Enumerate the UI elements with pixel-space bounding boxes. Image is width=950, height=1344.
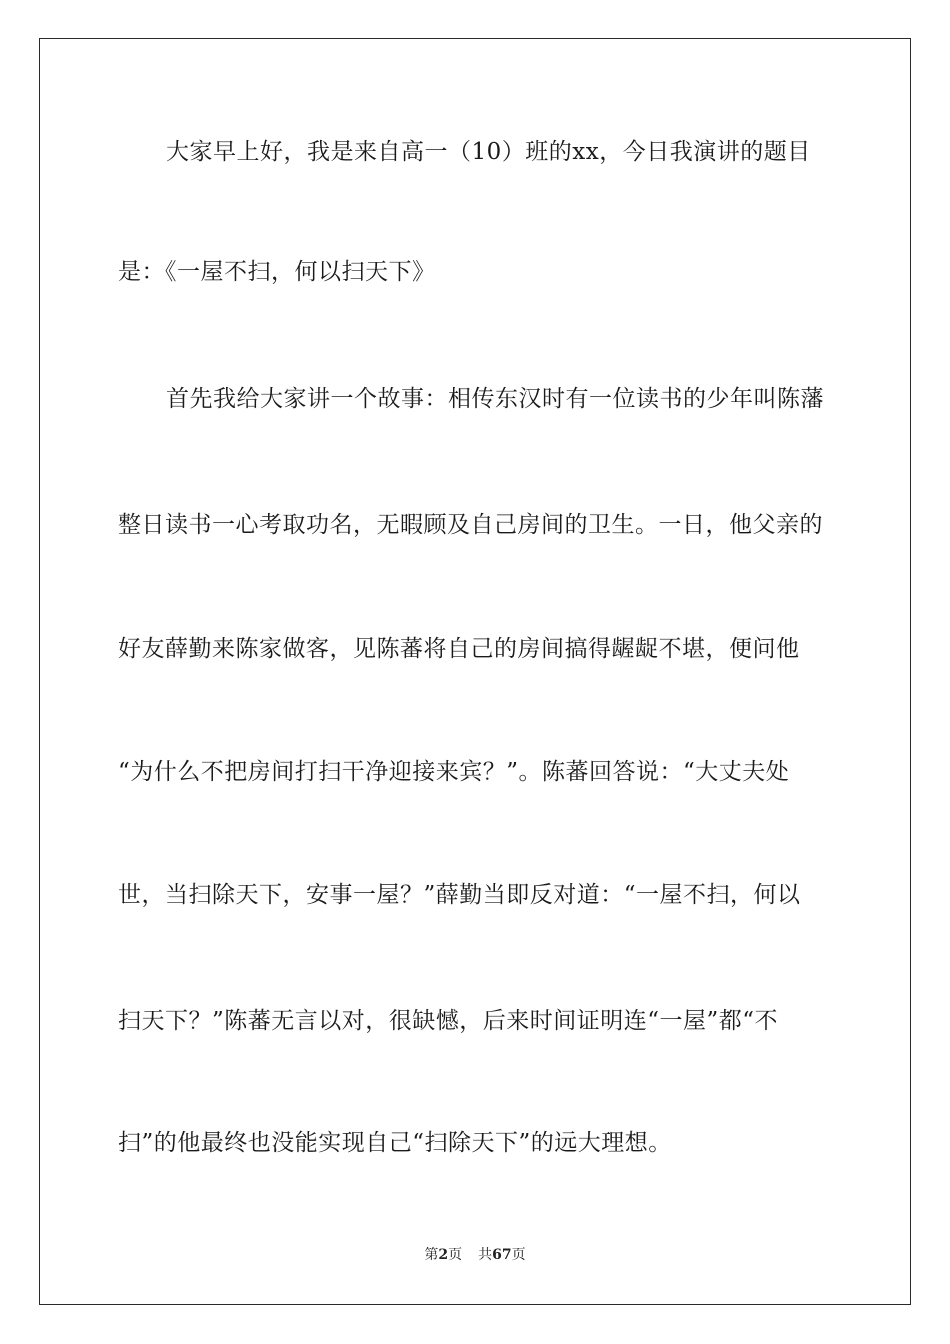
total-prefix: 共 [478, 1247, 493, 1263]
page-indicator [424, 1247, 462, 1263]
total-pages: 67 [492, 1247, 512, 1263]
paragraph-2-line-3: 好友薛勤来陈家做客，见陈蕃将自己的房间搞得龌龊不堪，便问他 [118, 636, 800, 662]
paragraph-1-line-1: 大家早上好，我是来自高一（10）班的xx，今日我演讲的题目 [166, 139, 811, 165]
page-border [39, 38, 911, 1305]
paragraph-1-line-2: 是：《一屋不扫，何以扫天下》 [118, 259, 436, 285]
page-number: 2 [438, 1247, 449, 1263]
page-footer [0, 1245, 950, 1265]
paragraph-2-line-5: 世，当扫除天下，安事一屋？”薛勤当即反对道：“一屋不扫，何以 [118, 882, 801, 908]
paragraph-2-line-2: 整日读书一心考取功名，无暇顾及自己房间的卫生。一日，他父亲的 [118, 512, 823, 538]
paragraph-2-line-1: 首先我给大家讲一个故事：相传东汉时有一位读书的少年叫陈藩 [166, 386, 824, 412]
paragraph-2-line-4: “为什么不把房间打扫干净迎接来宾？”。陈蕃回答说：“大丈夫处 [118, 759, 790, 785]
paragraph-2-line-7: 扫”的他最终也没能实现自己“扫除天下”的远大理想。 [118, 1130, 672, 1156]
total-suffix: 页 [511, 1247, 526, 1263]
page-prefix: 第 [424, 1247, 439, 1263]
paragraph-2-line-6: 扫天下？”陈蕃无言以对，很缺憾，后来时间证明连“一屋”都“不 [118, 1008, 779, 1034]
total-pages-indicator [478, 1247, 525, 1263]
page-suffix: 页 [448, 1247, 463, 1263]
